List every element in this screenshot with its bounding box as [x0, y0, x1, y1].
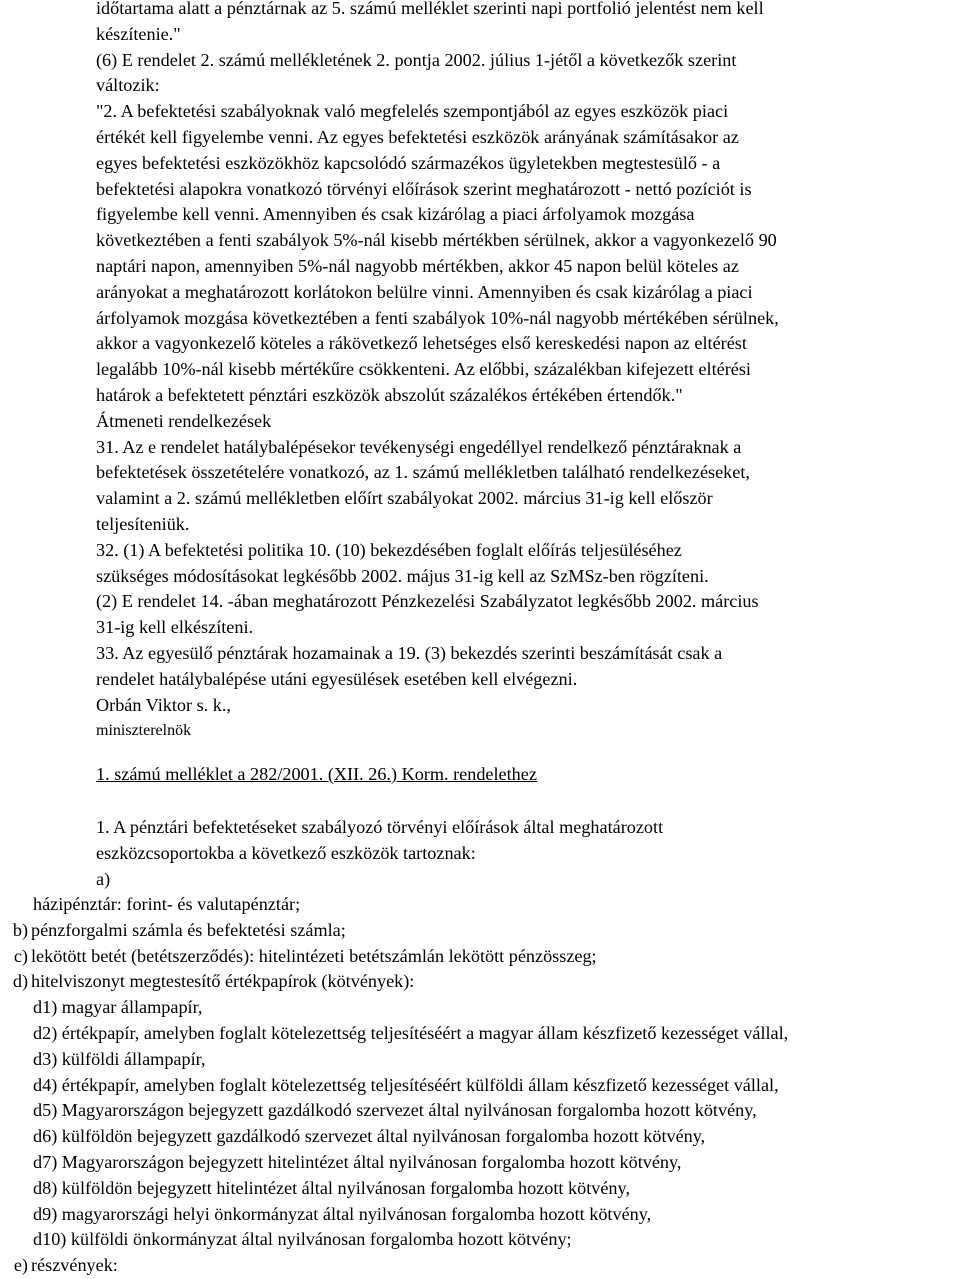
annex-heading-block — [96, 762, 946, 788]
text-line: 31-ig kell elkészíteni. — [96, 617, 254, 638]
text-line: értékét kell figyelembe venni. Az egyes befektetési eszközök arányának számításakor az — [96, 126, 739, 147]
text-line: árfolyamok mozgása következtében a fenti szabályok 10%-nál nagyobb mértékében sérülnek, — [96, 307, 779, 328]
text-line: (6) E rendelet 2. számú mellékletének 2. pontja 2002. július 1-jétől a következők szerint — [96, 49, 737, 70]
text-line: időtartama alatt a pénztárnak az 5. számú melléklet szerinti napi portfolió jelentést nem kell — [96, 0, 764, 18]
text-line: naptári napon, amennyiben 5%-nál nagyobb mértékben, akkor 45 napon belül köteles az — [96, 255, 739, 276]
section-heading: Átmeneti rendelkezések — [96, 410, 272, 431]
signature-title: miniszterelnök — [96, 722, 192, 740]
sub-item: d3) külföldi állampapír, — [33, 1048, 206, 1069]
sub-item: d8) külföldön bejegyzett hitelintézet által nyilvánosan forgalomba hozott kötvény, — [33, 1177, 630, 1198]
sub-item: d10) külföldi önkormányzat által nyilvánosan forgalomba hozott kötvény; — [33, 1229, 572, 1250]
item-marker: e) — [13, 1255, 28, 1276]
annex-intro-block — [96, 815, 946, 892]
item-marker: c) — [13, 945, 28, 966]
list-item — [0, 918, 960, 944]
text-line: legalább 10%-nál kisebb mértékűre csökkenteni. Az előbbi, százalékban kifejezett eltérési — [96, 359, 751, 380]
list-item — [0, 969, 960, 995]
text-line: határok a befektetett pénztári eszközök abszolút százalékos értékében értendők." — [96, 384, 683, 405]
sub-item: d4) értékpapír, amelyben foglalt kötelezettség teljesítéséért külföldi állam készfizető kezességet vállal, — [33, 1074, 779, 1095]
item-text: részvények: — [31, 1255, 118, 1276]
item-marker: d) — [12, 971, 28, 992]
item-marker: a) — [96, 868, 111, 889]
text-line: 31. Az e rendelet hatálybalépésekor tevékenységi engedéllyel rendelkező pénztáraknak a — [96, 436, 742, 457]
list-item — [0, 892, 960, 918]
sub-item: d2) értékpapír, amelyben foglalt kötelezettség teljesítéséért a magyar állam készfizető kezességet vállal, — [33, 1022, 789, 1043]
item-text: pénzforgalmi számla és befektetési számla; — [31, 919, 346, 940]
item-text: házipénztár: forint- és valutapénztár; — [33, 894, 301, 914]
body-text — [96, 0, 946, 744]
text-line: változik: — [96, 75, 160, 96]
annex-heading: 1. számú melléklet a 282/2001. (XII. 26.) Korm. rendelethez — [96, 764, 537, 784]
text-line: készítenie." — [96, 23, 181, 44]
item-text: hitelviszonyt megtestesítő értékpapírok (kötvények): — [31, 971, 415, 992]
list-item — [0, 944, 960, 970]
sub-item: d9) magyarországi helyi önkormányzat által nyilvánosan forgalomba hozott kötvény, — [33, 1203, 652, 1224]
asset-list — [0, 892, 960, 1279]
item-text: lekötött betét (betétszerződés): hitelintézeti betétszámlán lekötött pénzösszeg; — [31, 945, 597, 966]
text-line: szükséges módosításokat legkésőbb 2002. május 31-ig kell az SzMSz-ben rögzíteni. — [96, 565, 709, 586]
signature-name: Orbán Viktor s. k., — [96, 694, 231, 715]
sub-item: d5) Magyarországon bejegyzett gazdálkodó szervezet által nyilvánosan forgalomba hozott kötvény, — [33, 1100, 757, 1121]
text-line: befektetések összetételére vonatkozó, az 1. számú mellékletben található rendelkezéseket, — [96, 462, 750, 483]
annex-intro-line: eszközcsoportokba a következő eszközök tartoznak: — [96, 842, 476, 863]
text-line: egyes befektetési eszközökhöz kapcsolódó származékos ügyletekben megtestesülő - a — [96, 152, 721, 173]
sub-item: d7) Magyarországon bejegyzett hitelintézet által nyilvánosan forgalomba hozott kötvény, — [33, 1151, 682, 1172]
text-line: teljesíteniük. — [96, 513, 190, 534]
text-line: befektetési alapokra vonatkozó törvényi előírások szerint meghatározott - nettó pozíciót is — [96, 178, 752, 199]
annex-intro-line: 1. A pénztári befektetéseket szabályozó törvényi előírások által meghatározott — [96, 817, 664, 837]
list-item — [0, 1253, 960, 1279]
text-line: figyelembe kell venni. Amennyiben és csak kizárólag a piaci árfolyamok mozgása — [96, 204, 695, 225]
item-marker: b) — [12, 919, 28, 940]
text-line: akkor a vagyonkezelő köteles a rákövetkező lehetséges első kereskedési napon az eltérést — [96, 333, 747, 354]
text-line: valamint a 2. számú mellékletben előírt szabályokat 2002. március 31-ig kell először — [96, 488, 713, 509]
text-line: 33. Az egyesülő pénztárak hozamainak a 19. (3) bekezdés szerinti beszámítását csak a — [96, 642, 723, 663]
sub-item: d6) külföldön bejegyzett gazdálkodó szervezet által nyilvánosan forgalomba hozott kötvény, — [33, 1126, 706, 1147]
text-line: arányokat a meghatározott korlátokon belülre vinni. Amennyiben és csak kizárólag a piaci — [96, 281, 753, 302]
text-line: következtében a fenti szabályok 5%-nál kisebb mértékben sérülnek, akkor a vagyonkezelő 90 — [96, 230, 777, 251]
text-line: rendelet hatálybalépése utáni egyesülések esetében kell elvégezni. — [96, 668, 578, 689]
sub-item: d1) magyar állampapír, — [33, 997, 203, 1018]
text-line: "2. A befektetési szabályoknak való megfelelés szempontjából az egyes eszközök piaci — [96, 101, 729, 122]
text-line: 32. (1) A befektetési politika 10. (10) bekezdésében foglalt előírás teljesüléséhez — [96, 539, 682, 560]
text-line: (2) E rendelet 14. -ában meghatározott Pénzkezelési Szabályzatot legkésőbb 2002. március — [96, 591, 759, 612]
